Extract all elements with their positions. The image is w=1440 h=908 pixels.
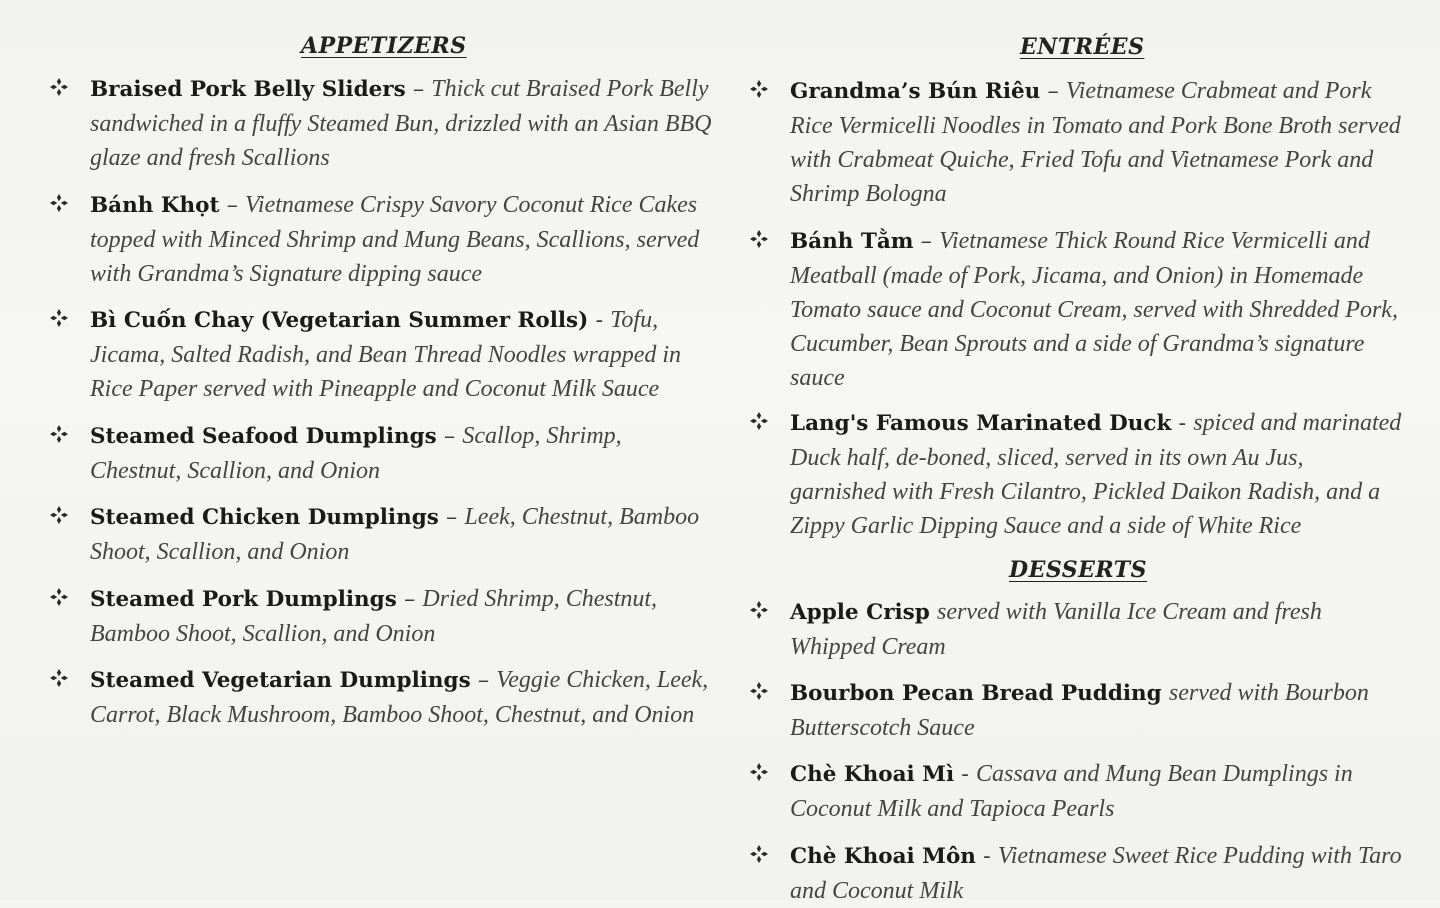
item-name: Steamed Vegetarian Dumplings <box>90 668 471 693</box>
menu-item-text <box>90 582 713 651</box>
item-description: served with Bourbon Butterscotch Sauce <box>790 680 1369 741</box>
menu-item-text <box>90 188 713 291</box>
item-description: served with Vanilla Ice Cream and fresh Whipped Cream <box>790 599 1322 660</box>
menu-item <box>48 419 713 488</box>
item-separator: - <box>588 307 611 333</box>
menu-item <box>48 500 713 569</box>
diamond-bullet-icon <box>748 595 790 629</box>
item-name: Bánh Khọt <box>90 193 220 218</box>
item-name: Braised Pork Belly Sliders <box>90 77 406 102</box>
item-separator: – <box>913 228 940 254</box>
menu-item-text <box>790 74 1403 211</box>
menu-item <box>48 72 713 175</box>
diamond-bullet-icon <box>48 419 90 453</box>
menu-item-text <box>790 757 1403 826</box>
diamond-bullet-icon <box>48 188 90 222</box>
diamond-bullet-icon <box>48 663 90 697</box>
menu-item <box>48 303 713 406</box>
item-name: Steamed Chicken Dumplings <box>90 505 439 530</box>
entrees-heading: ENTRÉES <box>1020 34 1145 60</box>
diamond-bullet-icon <box>48 72 90 106</box>
item-description: Cassava and Mung Bean Dumplings in Coconut Milk and Tapioca Pearls <box>790 761 1353 822</box>
menu-item <box>748 406 1403 543</box>
item-description: Veggie Chicken, Leek, Carrot, Black Mushroom, Bamboo Shoot, Chestnut, and Onion <box>90 667 709 728</box>
menu-item <box>748 757 1403 826</box>
item-separator: – <box>405 76 432 102</box>
menu-item-text <box>90 500 713 569</box>
item-description: Vietnamese Crabmeat and Pork Rice Vermicelli Noodles in Tomato and Pork Bone Broth served with Crabmeat Quiche, Fried Tofu and Vietnamese Pork and Shrimp Bologna <box>790 78 1401 207</box>
item-separator: – <box>470 667 497 693</box>
menu-item <box>748 74 1403 211</box>
item-name: Chè Khoai Môn <box>790 844 976 869</box>
item-description: Dried Shrimp, Chestnut, Bamboo Shoot, Scallion, and Onion <box>90 586 658 647</box>
item-separator: – <box>396 586 423 612</box>
menu-item <box>748 224 1403 395</box>
diamond-bullet-icon <box>748 224 790 258</box>
menu-item-text <box>90 663 713 732</box>
diamond-bullet-icon <box>748 676 790 710</box>
diamond-bullet-icon <box>48 303 90 337</box>
menu-item <box>48 188 713 291</box>
item-name: Steamed Pork Dumplings <box>90 587 397 612</box>
item-description: Vietnamese Crispy Savory Coconut Rice Cakes topped with Minced Shrimp and Mung Beans, Scallions, served with Grandma’s Signature dipping sauce <box>90 192 700 287</box>
item-description: Vietnamese Thick Round Rice Vermicelli and Meatball (made of Pork, Jicama, and Onion) in Homemade Tomato sauce and Coconut Cream, served with Shredded Pork, Cucumber, Bean Sprouts and a side of Grandma’s signature sauce <box>790 228 1398 391</box>
item-separator: – <box>1040 78 1066 104</box>
menu-item-text <box>790 676 1403 745</box>
menu-item-text <box>90 303 713 406</box>
diamond-bullet-icon <box>48 500 90 534</box>
item-separator <box>930 599 937 625</box>
item-separator: – <box>436 423 463 449</box>
item-name: Apple Crisp <box>790 600 930 625</box>
item-name: Grandma’s Bún Riêu <box>790 79 1041 104</box>
appetizers-heading: APPETIZERS <box>301 33 467 59</box>
item-separator: - <box>1171 410 1194 436</box>
item-separator: – <box>219 192 246 218</box>
item-separator: - <box>975 843 998 869</box>
item-name: Chè Khoai Mì <box>790 762 955 787</box>
diamond-bullet-icon <box>748 757 790 791</box>
diamond-bullet-icon <box>748 839 790 873</box>
item-name: Steamed Seafood Dumplings <box>90 424 437 449</box>
item-name: Bánh Tằm <box>790 229 914 254</box>
menu-item-text <box>790 406 1403 543</box>
diamond-bullet-icon <box>48 582 90 616</box>
menu-item-text <box>90 72 713 175</box>
menu-item <box>748 595 1403 664</box>
item-name: Lang's Famous Marinated Duck <box>790 411 1172 436</box>
diamond-bullet-icon <box>748 406 790 440</box>
item-name: Bourbon Pecan Bread Pudding <box>790 681 1162 706</box>
menu-item-text <box>790 224 1403 395</box>
menu-item <box>48 582 713 651</box>
item-description: spiced and marinated Duck half, de-boned, sliced, served in its own Au Jus, garnished with Fresh Cilantro, Pickled Daikon Radish, and a Zippy Garlic Dipping Sauce and a side of White Rice <box>790 410 1402 539</box>
item-name: Bì Cuốn Chay (Vegetarian Summer Rolls) <box>90 308 589 333</box>
menu-item <box>48 663 713 732</box>
item-description: Leek, Chestnut, Bamboo Shoot, Scallion, and Onion <box>90 504 700 565</box>
item-separator: - <box>954 761 977 787</box>
menu-item-text <box>790 839 1403 908</box>
diamond-bullet-icon <box>748 74 790 108</box>
menu-item <box>748 839 1403 908</box>
item-separator <box>1162 680 1169 706</box>
item-description: Thick cut Braised Pork Belly sandwiched in a fluffy Steamed Bun, drizzled with an Asian BBQ glaze and fresh Scallions <box>90 76 712 171</box>
item-description: Vietnamese Sweet Rice Pudding with Taro and Coconut Milk <box>790 843 1402 904</box>
desserts-heading: DESSERTS <box>1009 557 1148 583</box>
item-separator: – <box>438 504 465 530</box>
item-description: Scallop, Shrimp, Chestnut, Scallion, and Onion <box>90 423 622 484</box>
menu-item-text <box>790 595 1403 664</box>
item-description: Tofu, Jicama, Salted Radish, and Bean Thread Noodles wrapped in Rice Paper served with Pineapple and Coconut Milk Sauce <box>90 307 682 402</box>
menu-item <box>748 676 1403 745</box>
menu-item-text <box>90 419 713 488</box>
